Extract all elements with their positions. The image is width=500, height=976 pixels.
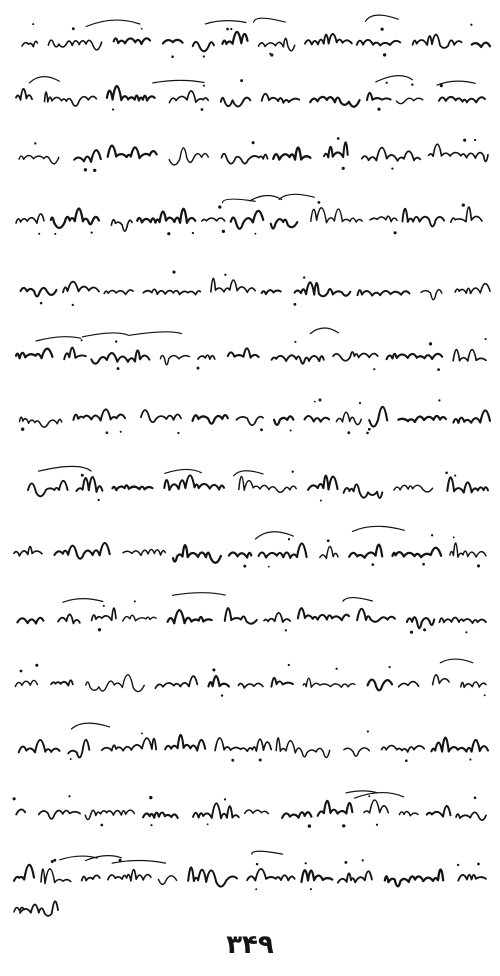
- handwritten-line: [19, 137, 488, 172]
- page-number: ۳۴۹: [226, 930, 274, 960]
- handwritten-line: [14, 851, 486, 890]
- handwritten-line: [28, 466, 488, 501]
- handwritten-line: [16, 194, 482, 235]
- handwritten-line: [21, 271, 490, 307]
- handwritten-line: [14, 526, 486, 567]
- handwritten-line: [16, 328, 487, 371]
- handwritten-line: [17, 593, 486, 634]
- handwritten-line: [20, 399, 491, 435]
- handwritten-line: [16, 76, 485, 111]
- handwritten-line: [22, 15, 490, 58]
- handwritten-line: [15, 659, 486, 697]
- handwritten-line: [13, 791, 486, 828]
- handwritten-line: [19, 723, 488, 762]
- handwritten-line: [14, 901, 58, 916]
